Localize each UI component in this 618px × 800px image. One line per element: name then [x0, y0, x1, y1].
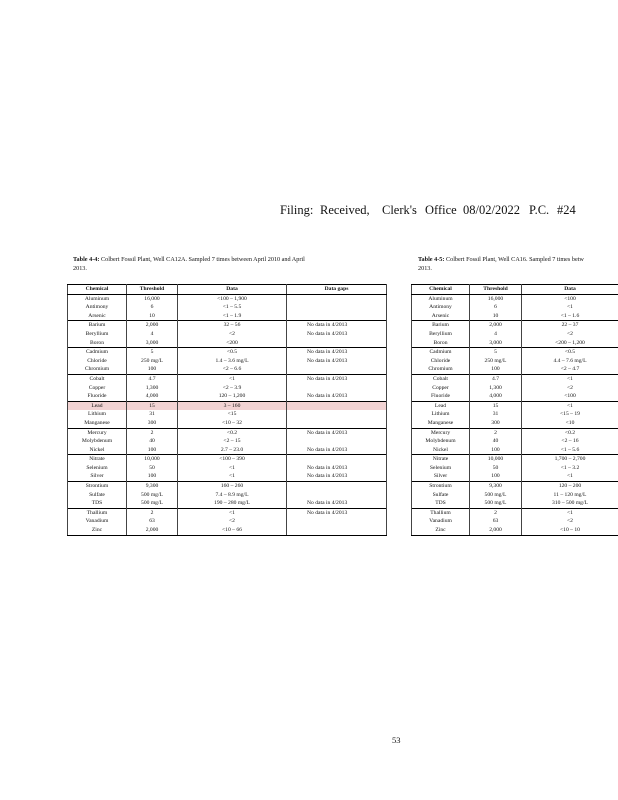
table1-cell-data: 2.7 – 23.0 — [178, 446, 287, 455]
table1-cell-chemical: Zinc — [68, 526, 127, 535]
table-row — [68, 410, 387, 419]
table1-cell-threshold: 50 — [127, 464, 178, 473]
table2-cell-threshold: 63 — [470, 517, 522, 526]
filing-label: Filing: — [280, 203, 314, 217]
table1-cell-datagaps: No data in 4/2013 — [287, 464, 387, 473]
table1-cell-threshold: 500 mg/L — [127, 499, 178, 508]
table2-cell-chemical: Selenium — [412, 464, 470, 473]
table-row — [412, 357, 618, 366]
table-row — [68, 419, 387, 428]
table1-cell-data: 190 – 280 mg/L — [178, 499, 287, 508]
table1-cell-datagaps — [287, 365, 387, 374]
table2-cell-chemical: Cadmium — [412, 348, 470, 357]
table1-cell-data: 7.4 – 8.9 mg/L — [178, 491, 287, 500]
table1-cell-data: <1 — [178, 464, 287, 473]
table2-header-chemical: Chemical — [412, 285, 470, 295]
table2-cell-chemical: Arsenic — [412, 312, 470, 321]
table1-cell-datagaps — [287, 419, 387, 428]
table1-cell-chemical: Lithium — [68, 410, 127, 419]
table2-cell-chemical: TDS — [412, 499, 470, 508]
table-row — [68, 357, 387, 366]
table-row — [68, 401, 387, 410]
table1-header-chemical: Chemical — [68, 285, 127, 295]
clerks-label: Clerk's — [382, 203, 417, 217]
table2-cell-chemical: Aluminum — [412, 294, 470, 303]
table2-cell-threshold: 31 — [470, 410, 522, 419]
table-row — [412, 499, 618, 508]
table2-cell-data: <15 – 19 — [522, 410, 618, 419]
table1-cell-data: 32 – 56 — [178, 321, 287, 330]
table1-cell-datagaps: No data in 4/2013 — [287, 374, 387, 383]
table-row — [68, 482, 387, 491]
table-row — [68, 294, 387, 303]
table2-cell-data: <1 — [522, 374, 618, 383]
table1-cell-datagaps — [287, 491, 387, 500]
table2-cell-data: 310 – 500 mg/L — [522, 499, 618, 508]
table1-cell-data: 1.4 – 3.6 mg/L — [178, 357, 287, 366]
table2-cell-threshold: 10,000 — [470, 455, 522, 464]
table2-cell-chemical: Boron — [412, 339, 470, 348]
table-row — [68, 312, 387, 321]
table2-cell-chemical: Mercury — [412, 428, 470, 437]
pc-number: #24 — [557, 203, 576, 217]
table1-cell-data: <100 – 1,900 — [178, 294, 287, 303]
pc-label: P.C. — [529, 203, 550, 217]
table2-caption-text: Colbert Fossil Plant, Well CA16. Sampled 7 times betw — [445, 256, 584, 263]
table2-cell-data: <1 — [522, 508, 618, 517]
table1-cell-threshold: 15 — [127, 401, 178, 410]
table2-cell-data: <0.5 — [522, 348, 618, 357]
table2-cell-data: <1 – 1.6 — [522, 312, 618, 321]
table2-cell-chemical: Silver — [412, 472, 470, 481]
table1-cell-chemical: Mercury — [68, 428, 127, 437]
table1-cell-threshold: 63 — [127, 517, 178, 526]
table2-cell-data: 22 – 37 — [522, 321, 618, 330]
table1-cell-datagaps: No data in 4/2013 — [287, 321, 387, 330]
table1-cell-chemical: Cobalt — [68, 374, 127, 383]
table1-cell-datagaps — [287, 312, 387, 321]
table2-cell-data: <2 — [522, 517, 618, 526]
table1-cell-chemical: Manganese — [68, 419, 127, 428]
table2-cell-data: <1 — [522, 472, 618, 481]
table-row — [412, 401, 618, 410]
table2-cell-chemical: Vanadium — [412, 517, 470, 526]
table2-cell-data: <0.2 — [522, 428, 618, 437]
table1-cell-chemical: Chloride — [68, 357, 127, 366]
table2-cell-chemical: Fluoride — [412, 392, 470, 401]
table-row — [412, 419, 618, 428]
table2-cell-data: 4.4 – 7.6 mg/L — [522, 357, 618, 366]
table1-cell-datagaps: No data in 4/2013 — [287, 348, 387, 357]
table1-cell-chemical: Cadmium — [68, 348, 127, 357]
table-row — [412, 428, 618, 437]
table2-cell-threshold: 2 — [470, 508, 522, 517]
table1-cell-threshold: 100 — [127, 365, 178, 374]
office-label: Office — [425, 203, 457, 217]
table1-cell-threshold: 2 — [127, 508, 178, 517]
table1-cell-threshold: 16,000 — [127, 294, 178, 303]
table2-caption — [418, 256, 584, 273]
table1-cell-datagaps: No data in 4/2013 — [287, 446, 387, 455]
table1-cell-data: 3 – 160 — [178, 401, 287, 410]
table2-caption-label: Table 4-5: — [418, 256, 445, 263]
table2-cell-threshold: 16,000 — [470, 294, 522, 303]
table2-cell-chemical: Beryllium — [412, 330, 470, 339]
table-row — [412, 508, 618, 517]
table2-cell-threshold: 100 — [470, 446, 522, 455]
table1-cell-chemical: Copper — [68, 384, 127, 393]
table2-cell-data: <2 – 4.7 — [522, 365, 618, 374]
table1-cell-threshold: 1,300 — [127, 384, 178, 393]
table1-cell-chemical: Chromium — [68, 365, 127, 374]
table1-cell-threshold: 6 — [127, 303, 178, 312]
table1-cell-data: <1 – 1.9 — [178, 312, 287, 321]
table2-cell-threshold: 500 mg/L — [470, 499, 522, 508]
table-row — [68, 321, 387, 330]
table-row — [68, 517, 387, 526]
table1-cell-data: <1 — [178, 374, 287, 383]
table1-cell-threshold: 4.7 — [127, 374, 178, 383]
table2 — [411, 284, 618, 536]
table-row — [68, 374, 387, 383]
table-row — [68, 446, 387, 455]
table-row — [68, 491, 387, 500]
table-row — [412, 374, 618, 383]
table1-cell-data: <100 – 390 — [178, 455, 287, 464]
table-row — [68, 499, 387, 508]
table-row — [412, 384, 618, 393]
table1-cell-data: <0.2 — [178, 428, 287, 437]
table2-cell-chemical: Sulfate — [412, 491, 470, 500]
table-row — [412, 472, 618, 481]
table1-caption-text: Colbert Fossil Plant, Well CA12A. Sampled 7 times between April 2010 and April — [100, 256, 305, 263]
table-row — [412, 312, 618, 321]
table-row — [68, 437, 387, 446]
table-row — [412, 330, 618, 339]
table1-cell-threshold: 31 — [127, 410, 178, 419]
table1-cell-threshold: 2 — [127, 428, 178, 437]
table2-cell-threshold: 10 — [470, 312, 522, 321]
table2-cell-threshold: 1,300 — [470, 384, 522, 393]
table1-cell-datagaps — [287, 437, 387, 446]
table1-cell-datagaps: No data in 4/2013 — [287, 508, 387, 517]
table1-cell-data: <2 – 3.9 — [178, 384, 287, 393]
table2-cell-threshold: 100 — [470, 365, 522, 374]
table1-cell-threshold: 10 — [127, 312, 178, 321]
table-row — [68, 508, 387, 517]
table1-cell-threshold: 10,000 — [127, 455, 178, 464]
table1-cell-data: <2 — [178, 330, 287, 339]
table-row — [68, 384, 387, 393]
table2-cell-data: 11 – 120 mg/L — [522, 491, 618, 500]
table1-cell-chemical: Thallium — [68, 508, 127, 517]
table1-cell-datagaps: No data in 4/2013 — [287, 428, 387, 437]
table2-caption-cont: 2013. — [418, 264, 432, 272]
table-row — [68, 472, 387, 481]
table-row — [412, 294, 618, 303]
table2-cell-data: <100 — [522, 294, 618, 303]
received-label: Received, — [320, 203, 370, 217]
table2-cell-chemical: Antimony — [412, 303, 470, 312]
table1-cell-datagaps: No data in 4/2013 — [287, 330, 387, 339]
table1-cell-chemical: Strontium — [68, 482, 127, 491]
table1-cell-chemical: Nickel — [68, 446, 127, 455]
table-row — [412, 491, 618, 500]
table2-cell-threshold: 50 — [470, 464, 522, 473]
table1-cell-threshold: 300 — [127, 419, 178, 428]
table2-cell-threshold: 4.7 — [470, 374, 522, 383]
table2-cell-chemical: Molybdenum — [412, 437, 470, 446]
table1-caption-cont: 2013. — [73, 264, 87, 272]
table1-cell-datagaps — [287, 410, 387, 419]
table1-cell-data: <15 — [178, 410, 287, 419]
table1-cell-datagaps: No data in 4/2013 — [287, 357, 387, 366]
filing-header — [0, 203, 618, 223]
table2-cell-chemical: Cobalt — [412, 374, 470, 383]
table1-caption — [73, 256, 305, 273]
table2-cell-data: <1 — [522, 401, 618, 410]
table1-cell-data: <10 – 32 — [178, 419, 287, 428]
table-row — [412, 321, 618, 330]
table1-cell-threshold: 40 — [127, 437, 178, 446]
table1-cell-chemical: Antimony — [68, 303, 127, 312]
table2-cell-data: <1 — [522, 303, 618, 312]
table2-cell-data: 1,700 – 2,700 — [522, 455, 618, 464]
table2-cell-threshold: 5 — [470, 348, 522, 357]
table2-cell-threshold: 300 — [470, 419, 522, 428]
table1-cell-threshold: 3,000 — [127, 339, 178, 348]
filing-date: 08/02/2022 — [463, 203, 520, 217]
table2-cell-data: <10 — [522, 419, 618, 428]
table2-cell-data: <2 — [522, 384, 618, 393]
table2-header-data: Data — [522, 285, 618, 295]
table1-cell-threshold: 4,000 — [127, 392, 178, 401]
table1-cell-chemical: TDS — [68, 499, 127, 508]
table-row — [412, 437, 618, 446]
table1-cell-datagaps — [287, 482, 387, 491]
table1 — [67, 284, 387, 536]
table2-cell-chemical: Thallium — [412, 508, 470, 517]
table2-cell-threshold: 3,000 — [470, 339, 522, 348]
table1-cell-threshold: 250 mg/L — [127, 357, 178, 366]
table2-cell-threshold: 250 mg/L — [470, 357, 522, 366]
table1-cell-datagaps — [287, 517, 387, 526]
table-row — [68, 455, 387, 464]
table2-cell-chemical: Barium — [412, 321, 470, 330]
table2-cell-chemical: Strontium — [412, 482, 470, 491]
table1-header-data: Data — [178, 285, 287, 295]
table1-header-threshold: Threshold — [127, 285, 178, 295]
table1-cell-data: 120 – 1,200 — [178, 392, 287, 401]
table-row — [68, 464, 387, 473]
table1-cell-datagaps — [287, 384, 387, 393]
table1-cell-data: <1 — [178, 508, 287, 517]
table2-cell-threshold: 40 — [470, 437, 522, 446]
table1-cell-chemical: Fluoride — [68, 392, 127, 401]
table1-cell-threshold: 4 — [127, 330, 178, 339]
table-row — [412, 446, 618, 455]
table2-cell-threshold: 100 — [470, 472, 522, 481]
table1-cell-datagaps — [287, 339, 387, 348]
table2-cell-data: 120 – 200 — [522, 482, 618, 491]
table1-cell-data: <1 — [178, 472, 287, 481]
table1-cell-chemical: Silver — [68, 472, 127, 481]
table-row — [412, 365, 618, 374]
table1-cell-chemical: Molybdenum — [68, 437, 127, 446]
table2-cell-data: <1 – 3.2 — [522, 464, 618, 473]
table1-cell-chemical: Beryllium — [68, 330, 127, 339]
table-row — [412, 526, 618, 535]
table1-caption-label: Table 4-4: — [73, 256, 100, 263]
table1-cell-datagaps — [287, 455, 387, 464]
table-row — [412, 339, 618, 348]
table2-cell-threshold: 2 — [470, 428, 522, 437]
table2-cell-threshold: 6 — [470, 303, 522, 312]
table1-cell-threshold: 500 mg/L — [127, 491, 178, 500]
table2-cell-data: <100 — [522, 392, 618, 401]
table-row — [68, 303, 387, 312]
table1-cell-threshold: 9,300 — [127, 482, 178, 491]
table1-cell-datagaps: No data in 4/2013 — [287, 499, 387, 508]
table2-cell-threshold: 15 — [470, 401, 522, 410]
table2-cell-threshold: 2,000 — [470, 321, 522, 330]
table1-cell-threshold: 2,000 — [127, 321, 178, 330]
table1-cell-datagaps: No data in 4/2013 — [287, 472, 387, 481]
table1-cell-data: <2 – 15 — [178, 437, 287, 446]
table1-header-datagaps: Data gaps — [287, 285, 387, 295]
table2-cell-chemical: Chromium — [412, 365, 470, 374]
table1-cell-data: <10 – 66 — [178, 526, 287, 535]
table-row — [412, 410, 618, 419]
table-row — [412, 348, 618, 357]
table2-header-row — [412, 285, 618, 295]
table1-cell-data: <1 – 5.5 — [178, 303, 287, 312]
table-row — [412, 303, 618, 312]
table-row — [68, 392, 387, 401]
table1-cell-chemical: Selenium — [68, 464, 127, 473]
table2-cell-chemical: Lithium — [412, 410, 470, 419]
table2-cell-data: <2 — [522, 330, 618, 339]
table2-cell-data: <2 – 16 — [522, 437, 618, 446]
page-number: 53 — [392, 735, 401, 745]
table-row — [412, 455, 618, 464]
table1-cell-threshold: 100 — [127, 472, 178, 481]
table1-cell-data: 160 – 260 — [178, 482, 287, 491]
table2-cell-chemical: Copper — [412, 384, 470, 393]
table-row — [68, 428, 387, 437]
table1-cell-chemical: Lead — [68, 401, 127, 410]
table1-cell-threshold: 2,000 — [127, 526, 178, 535]
table1-cell-datagaps — [287, 526, 387, 535]
table-row — [412, 482, 618, 491]
table2-cell-chemical: Nitrate — [412, 455, 470, 464]
table1-cell-threshold: 100 — [127, 446, 178, 455]
table1-cell-data: <200 — [178, 339, 287, 348]
table2-cell-threshold: 2,000 — [470, 526, 522, 535]
table1-cell-data: <0.5 — [178, 348, 287, 357]
table2-cell-chemical: Chloride — [412, 357, 470, 366]
table1-cell-data: <2 — [178, 517, 287, 526]
table2-cell-data: <1 – 5.6 — [522, 446, 618, 455]
table2-cell-chemical: Nickel — [412, 446, 470, 455]
table2-header-threshold: Threshold — [470, 285, 522, 295]
table2-cell-threshold: 4 — [470, 330, 522, 339]
table-row — [68, 526, 387, 535]
table2-cell-data: <10 – 10 — [522, 526, 618, 535]
table2-cell-chemical: Zinc — [412, 526, 470, 535]
table1-header-row — [68, 285, 387, 295]
table-row — [412, 464, 618, 473]
table-row — [412, 392, 618, 401]
table-row — [412, 517, 618, 526]
table1-cell-chemical: Arsenic — [68, 312, 127, 321]
table1-cell-datagaps: No data in 4/2013 — [287, 392, 387, 401]
table2-cell-threshold: 500 mg/L — [470, 491, 522, 500]
table1-cell-chemical: Barium — [68, 321, 127, 330]
table-row — [68, 330, 387, 339]
table2-cell-data: <200 – 1,200 — [522, 339, 618, 348]
table1-cell-data: <2 – 6.6 — [178, 365, 287, 374]
table1-cell-chemical: Vanadium — [68, 517, 127, 526]
table1-cell-chemical: Nitrate — [68, 455, 127, 464]
table1-cell-chemical: Boron — [68, 339, 127, 348]
table1-cell-datagaps — [287, 303, 387, 312]
table2-cell-threshold: 4,000 — [470, 392, 522, 401]
table2-cell-threshold: 9,300 — [470, 482, 522, 491]
table2-cell-chemical: Manganese — [412, 419, 470, 428]
table1-cell-threshold: 5 — [127, 348, 178, 357]
table1-cell-datagaps — [287, 294, 387, 303]
table-row — [68, 339, 387, 348]
table1-cell-chemical: Sulfate — [68, 491, 127, 500]
table1-cell-chemical: Aluminum — [68, 294, 127, 303]
table-row — [68, 365, 387, 374]
table-row — [68, 348, 387, 357]
table1-cell-datagaps — [287, 401, 387, 410]
table2-cell-chemical: Lead — [412, 401, 470, 410]
